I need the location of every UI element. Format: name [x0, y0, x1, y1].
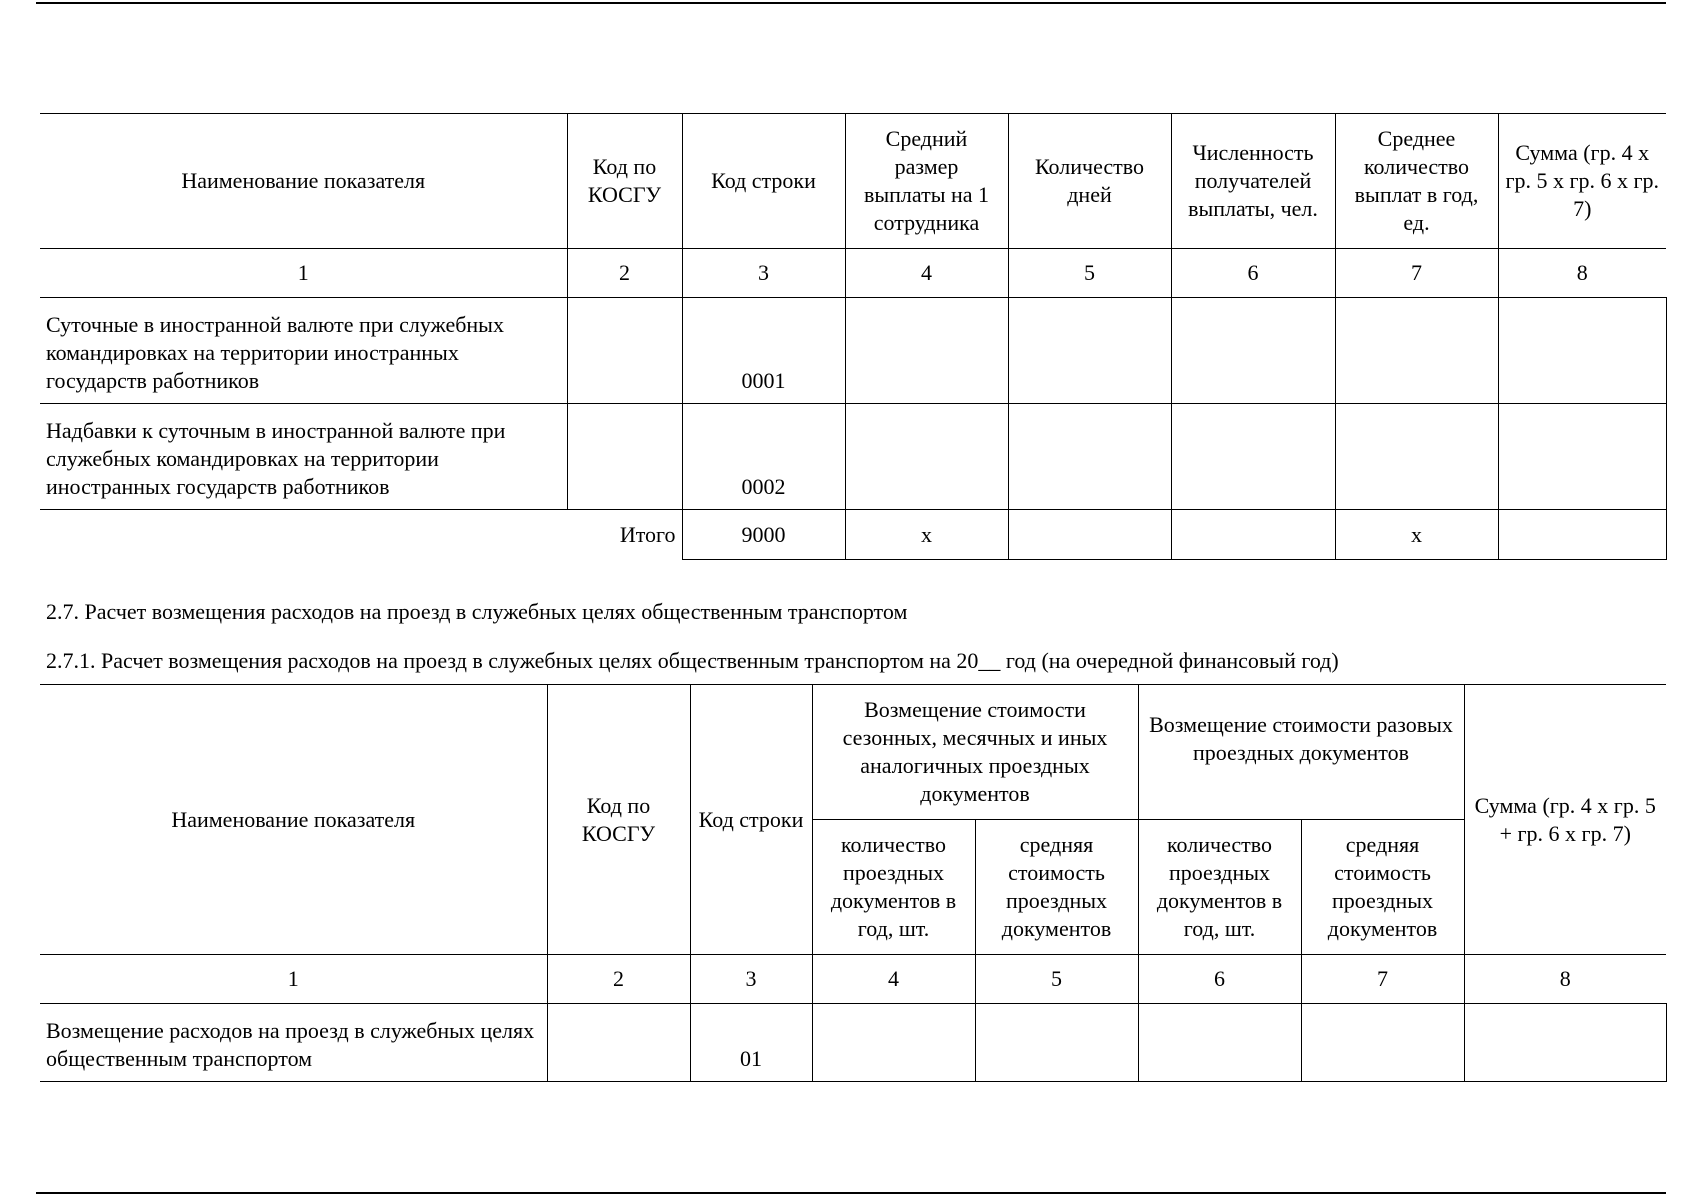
t1-header-name: Наименование показателя	[40, 114, 567, 249]
col-number: 6	[1138, 955, 1301, 1004]
col-number: 8	[1464, 955, 1666, 1004]
t2-header-group-seasonal: Возмещение стоимости сезонных, месячных и иных аналогичных проездных документов	[812, 685, 1138, 820]
col-number: 7	[1335, 249, 1498, 298]
row-days-cell[interactable]	[1008, 404, 1171, 510]
col-number: 8	[1498, 249, 1666, 298]
row-g1-qty-cell[interactable]	[812, 1004, 975, 1082]
col-number: 1	[40, 249, 567, 298]
col-number: 1	[40, 955, 547, 1004]
row-g2-qty-cell[interactable]	[1138, 1004, 1301, 1082]
col-number: 4	[812, 955, 975, 1004]
daily-allowance-table	[40, 113, 1667, 560]
row-g1-avg-cell[interactable]	[975, 1004, 1138, 1082]
table1-column-numbers	[40, 249, 1666, 298]
table-row	[40, 1004, 1666, 1082]
row-avg-count-cell[interactable]	[1335, 404, 1498, 510]
row-code: 0001	[682, 298, 845, 404]
t2-header-g2-qty: количество проездных документов в год, шт.	[1138, 820, 1301, 955]
total-label: Итого	[40, 510, 682, 560]
row-code: 0002	[682, 404, 845, 510]
public-transport-table	[40, 684, 1667, 1082]
total-code: 9000	[682, 510, 845, 560]
table-row	[40, 298, 1666, 404]
t2-header-name: Наименование показателя	[40, 685, 547, 955]
row-sum-cell[interactable]	[1498, 298, 1666, 404]
total-avg-payment: x	[845, 510, 1008, 560]
subsection-title: 2.7.1. Расчет возмещения расходов на проезд в служебных целях общественным транспортом на 20__ год (на очередной финансовый год)	[46, 648, 1339, 673]
col-number: 5	[1008, 249, 1171, 298]
table2-column-numbers	[40, 955, 1666, 1004]
row-kosgu-cell[interactable]	[547, 1004, 690, 1082]
row-name: Надбавки к суточным в иностранной валюте при служебных командировках на территории иностранных государств работников	[40, 404, 567, 510]
section-title: 2.7. Расчет возмещения расходов на проезд в служебных целях общественным транспортом	[46, 599, 908, 624]
col-number: 6	[1171, 249, 1335, 298]
row-avg-count-cell[interactable]	[1335, 298, 1498, 404]
t1-header-avg-count: Среднее количество выплат в год, ед.	[1335, 114, 1498, 249]
t1-header-recipients: Численность получателей выплаты, чел.	[1171, 114, 1335, 249]
row-g2-avg-cell[interactable]	[1301, 1004, 1464, 1082]
t1-header-sum: Сумма (гр. 4 x гр. 5 x гр. 6 x гр. 7)	[1498, 114, 1666, 249]
row-avg-payment-cell[interactable]	[845, 404, 1008, 510]
col-number: 5	[975, 955, 1138, 1004]
row-kosgu-cell[interactable]	[567, 404, 682, 510]
row-name: Суточные в иностранной валюте при служебных командировках на территории иностранных государств работников	[40, 298, 567, 404]
row-code: 01	[690, 1004, 812, 1082]
total-sum-cell[interactable]	[1498, 510, 1666, 560]
row-name: Возмещение расходов на проезд в служебных целях общественным транспортом	[40, 1004, 547, 1082]
total-row	[40, 510, 1666, 560]
t2-header-g1-qty: количество проездных документов в год, шт.	[812, 820, 975, 955]
row-kosgu-cell[interactable]	[567, 298, 682, 404]
t2-header-g1-avg: средняя стоимость проездных документов	[975, 820, 1138, 955]
total-days-cell[interactable]	[1008, 510, 1171, 560]
t1-header-avg-payment: Средний размер выплаты на 1 сотрудника	[845, 114, 1008, 249]
row-recipients-cell[interactable]	[1171, 404, 1335, 510]
col-number: 3	[690, 955, 812, 1004]
row-avg-payment-cell[interactable]	[845, 298, 1008, 404]
table2-header-row	[40, 685, 1666, 820]
bottom-rule	[36, 1192, 1666, 1194]
col-number: 2	[547, 955, 690, 1004]
table-row	[40, 404, 1666, 510]
col-number: 3	[682, 249, 845, 298]
row-days-cell[interactable]	[1008, 298, 1171, 404]
col-number: 2	[567, 249, 682, 298]
t2-header-sum: Сумма (гр. 4 x гр. 5 + гр. 6 x гр. 7)	[1464, 685, 1666, 955]
row-sum-cell[interactable]	[1464, 1004, 1666, 1082]
table1-header-row	[40, 114, 1666, 249]
row-recipients-cell[interactable]	[1171, 298, 1335, 404]
col-number: 4	[845, 249, 1008, 298]
t1-header-kosgu: Код по КОСГУ	[567, 114, 682, 249]
row-sum-cell[interactable]	[1498, 404, 1666, 510]
total-avg-count: x	[1335, 510, 1498, 560]
t1-header-code: Код строки	[682, 114, 845, 249]
t1-header-days: Количество дней	[1008, 114, 1171, 249]
col-number: 7	[1301, 955, 1464, 1004]
t2-header-kosgu: Код по КОСГУ	[547, 685, 690, 955]
total-recipients-cell[interactable]	[1171, 510, 1335, 560]
top-rule	[36, 2, 1666, 4]
t2-header-code: Код строки	[690, 685, 812, 955]
t2-header-g2-avg: средняя стоимость проездных документов	[1301, 820, 1464, 955]
t2-header-group-single: Возмещение стоимости разовых проездных документов	[1138, 685, 1464, 820]
